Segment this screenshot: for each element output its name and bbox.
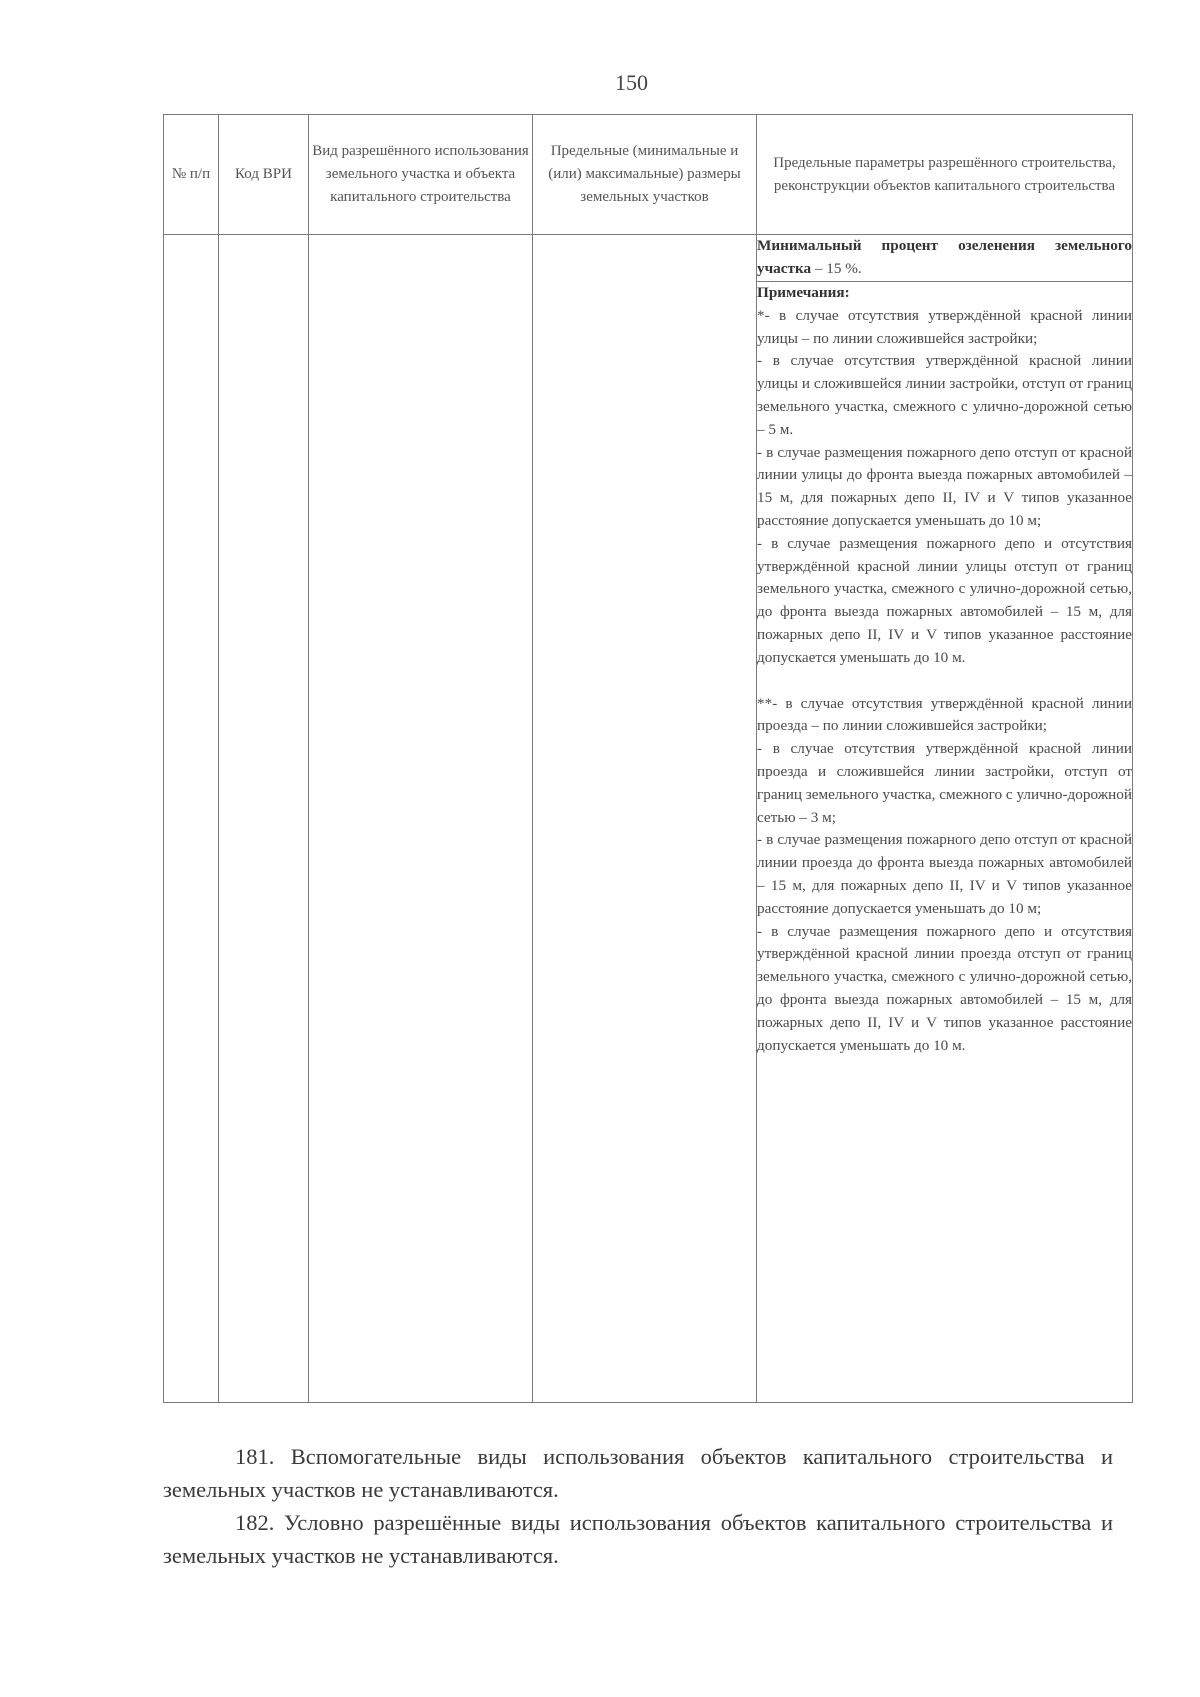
note-item: - в случае размещения пожарного депо отступ от красной линии проезда до фронта выезда пожарных автомобилей – 15 м, для пожарных депо II, IV и V типов указанное расстояние допускается уменьшать до 10 м; [757,831,1132,917]
header-num: № п/п [164,115,219,235]
land-use-table [163,114,1133,1403]
cell-green-percent [757,235,1133,282]
note-item: - в случае размещения пожарного депо отступ от красной линии улицы до фронта выезда пожарных автомобилей – 15 м, для пожарных депо II, IV и V типов указанное расстояние допускается уменьшать до 10 м; [757,443,1132,529]
note-item: - в случае отсутствия утверждённой красной линии проезда и сложившейся линии застройки, отступ от границ земельного участка, смежного с улично-дорожной сетью – 3 м; [757,740,1132,826]
note-item: - в случае отсутствия утверждённой красной линии улицы и сложившейся линии застройки, отступ от границ земельного участка, смежного с улично-дорожной сетью – 5 м. [757,352,1132,438]
paragraph-181: 181. Вспомогательные виды использования объектов капитального строительства и земельных участков не устанавливаются. [163,1444,1113,1502]
header-params: Предельные параметры разрешённого строительства, реконструкции объектов капитального строительства [757,115,1133,235]
table-header-row [164,115,1133,235]
header-kind: Вид разрешённого использования земельного участка и объекта капитального строительства [309,115,533,235]
green-label: Минимальный процент озеленения земельного участка [757,237,1132,277]
note-item: - в случае размещения пожарного депо и отсутствия утверждённой красной линии проезда отступ от границ земельного участка, смежного с улично-дорожной сетью, до фронта выезда пожарных автомобилей – 15 м, для пожарных депо II, IV и V типов указанное расстояние допускается уменьшать до 10 м. [757,922,1132,1054]
cell-notes [757,282,1133,1403]
body-paragraphs [163,1440,1113,1572]
notes-title: Примечания: [757,284,850,301]
header-size: Предельные (минимальные и (или) максимальные) размеры земельных участков [533,115,757,235]
note-item: **- в случае отсутствия утверждённой красной линии проезда – по линии сложившейся застройки; [757,694,1132,735]
cell-size [533,235,757,1403]
page-number: 150 [615,70,648,95]
cell-num [164,235,219,1403]
green-value: – 15 %. [811,259,862,277]
table-row [164,235,1133,282]
note-item: - в случае размещения пожарного депо и отсутствия утверждённой красной линии улицы отступ от границ земельного участка, смежного с улично-дорожной сетью, до фронта выезда пожарных автомобилей – 15 м, для пожарных депо II, IV и V типов указанное расстояние допускается уменьшать до 10 м. [757,534,1132,666]
note-item: *- в случае отсутствия утверждённой красной линии улицы – по линии сложившейся застройки; [757,306,1132,347]
cell-code [219,235,309,1403]
header-code: Код ВРИ [219,115,309,235]
cell-kind [309,235,533,1403]
paragraph-182: 182. Условно разрешённые виды использования объектов капитального строительства и земельных участков не устанавливаются. [163,1510,1113,1568]
